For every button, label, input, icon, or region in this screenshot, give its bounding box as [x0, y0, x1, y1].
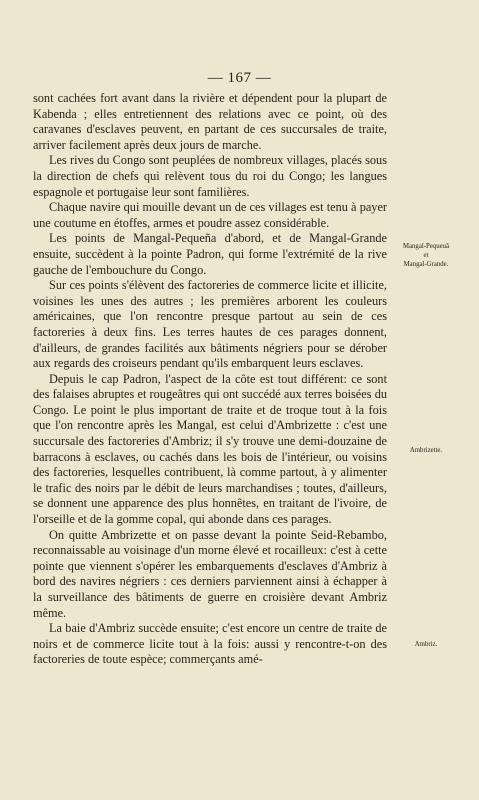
body-text	[33, 91, 387, 668]
margin-note-mangal-line1: Mangal-Pequeuâ	[402, 243, 450, 250]
paragraph-5-text: Sur ces points s'élèvent des factoreries de commerce licite et illicite, voisines les unes des autres ; les premières arborent les couleurs américaines, que l'on rencontre presque partout au sein de ces factoreries à deux fins. Les terres hautes de ces parages donnent, d'ailleurs, de grandes facilités aux bâtiments négriers pour se dérober aux regards des croiseurs pendant qu'ils embarquent leurs esclaves.	[33, 278, 387, 371]
paragraph-8	[33, 621, 387, 668]
margin-note-mangal-line2: et	[423, 252, 429, 259]
paragraph-6-text: Depuis le cap Padron, l'aspect de la côte est tout différent: ce sont des falaises abruptes et rougeâtres qui ont succédé aux terres boisées du Congo. Le point le plus important de traite et de troque tout à la fois que l'on rencontre après les Mangal, est celui d'Ambrizette : c'est une succursale des factoreries d'Ambriz; il s'y trouve une demi-douzaine de barracons à esclaves, ou cachés dans les bois de l'intérieur, ou voisins des factoreries, lesquelles contribuent, là comme partout, à y alimenter le trafic des noirs par le débit de leurs marchandises ; toutes, d'ailleurs, se donnent une apparence des plus honnêtes, en traitant de l'ivoire, de l'orseille et de la gomme copal, qui abonde dans ces parages.	[33, 371, 387, 527]
paragraph-7-text: On quitte Ambrizette et on passe devant la pointe Seid-Rebambo, reconnaissable au voisinage d'un morne élevé et rocailleux: c'est à cette pointe que viennent s'opérer les embarquements d'esclaves d'Ambriz à bord des navires négriers : ces derniers parviennent ainsi à échapper à la surveillance des bâtiments de guerre en croisière devant Ambriz même.	[33, 527, 387, 620]
margin-note-mangal	[388, 242, 464, 269]
paragraph-2-text: Les rives du Congo sont peuplées de nombreux villages, placés sous la direction de chefs qui relèvent tous du roi du Congo; les langues espagnole et portugaise leur sont familières.	[33, 153, 387, 199]
paragraph-2	[33, 153, 387, 200]
paragraph-3-text: Chaque navire qui mouille devant un de ces villages est tenu à payer une coutume en étoffes, armes et poudre assez considérable.	[33, 200, 387, 230]
margin-note-mangal-line3: Mangal-Grande.	[403, 261, 449, 268]
paragraph-1: sont cachées fort avant dans la rivière et dépendent pour la plupart de Kabenda ; elles entretiennent des relations avec ce point, où des caravanes d'esclaves peuvent, en partant de ces succursales de traite, arriver facilement après deux jours de marche.	[33, 91, 387, 152]
paragraph-3	[33, 200, 387, 231]
paragraph-7	[33, 528, 387, 622]
paragraph-6	[33, 372, 387, 528]
paragraph-4-text: Les points de Mangal-Pequeña d'abord, et de Mangal-Grande ensuite, succèdent à la pointe Padron, qui forme l'extrémité de la rive gauche de l'embouchure du Congo.	[33, 231, 387, 277]
paragraph-8-text: La baie d'Ambriz succède ensuite; c'est encore un centre de traite de noirs et de commerce licite tout à la fois: aussi y rencontre-t-on des factoreries de toute espèce; commerçants amé-	[33, 621, 387, 667]
page-number: — 167 —	[207, 70, 272, 86]
margin-note-ambrizette: Ambrizette.	[409, 447, 443, 454]
paragraph-5	[33, 278, 387, 372]
margin-note-ambriz: Ambriz.	[414, 641, 438, 648]
paragraph-4	[33, 231, 387, 278]
